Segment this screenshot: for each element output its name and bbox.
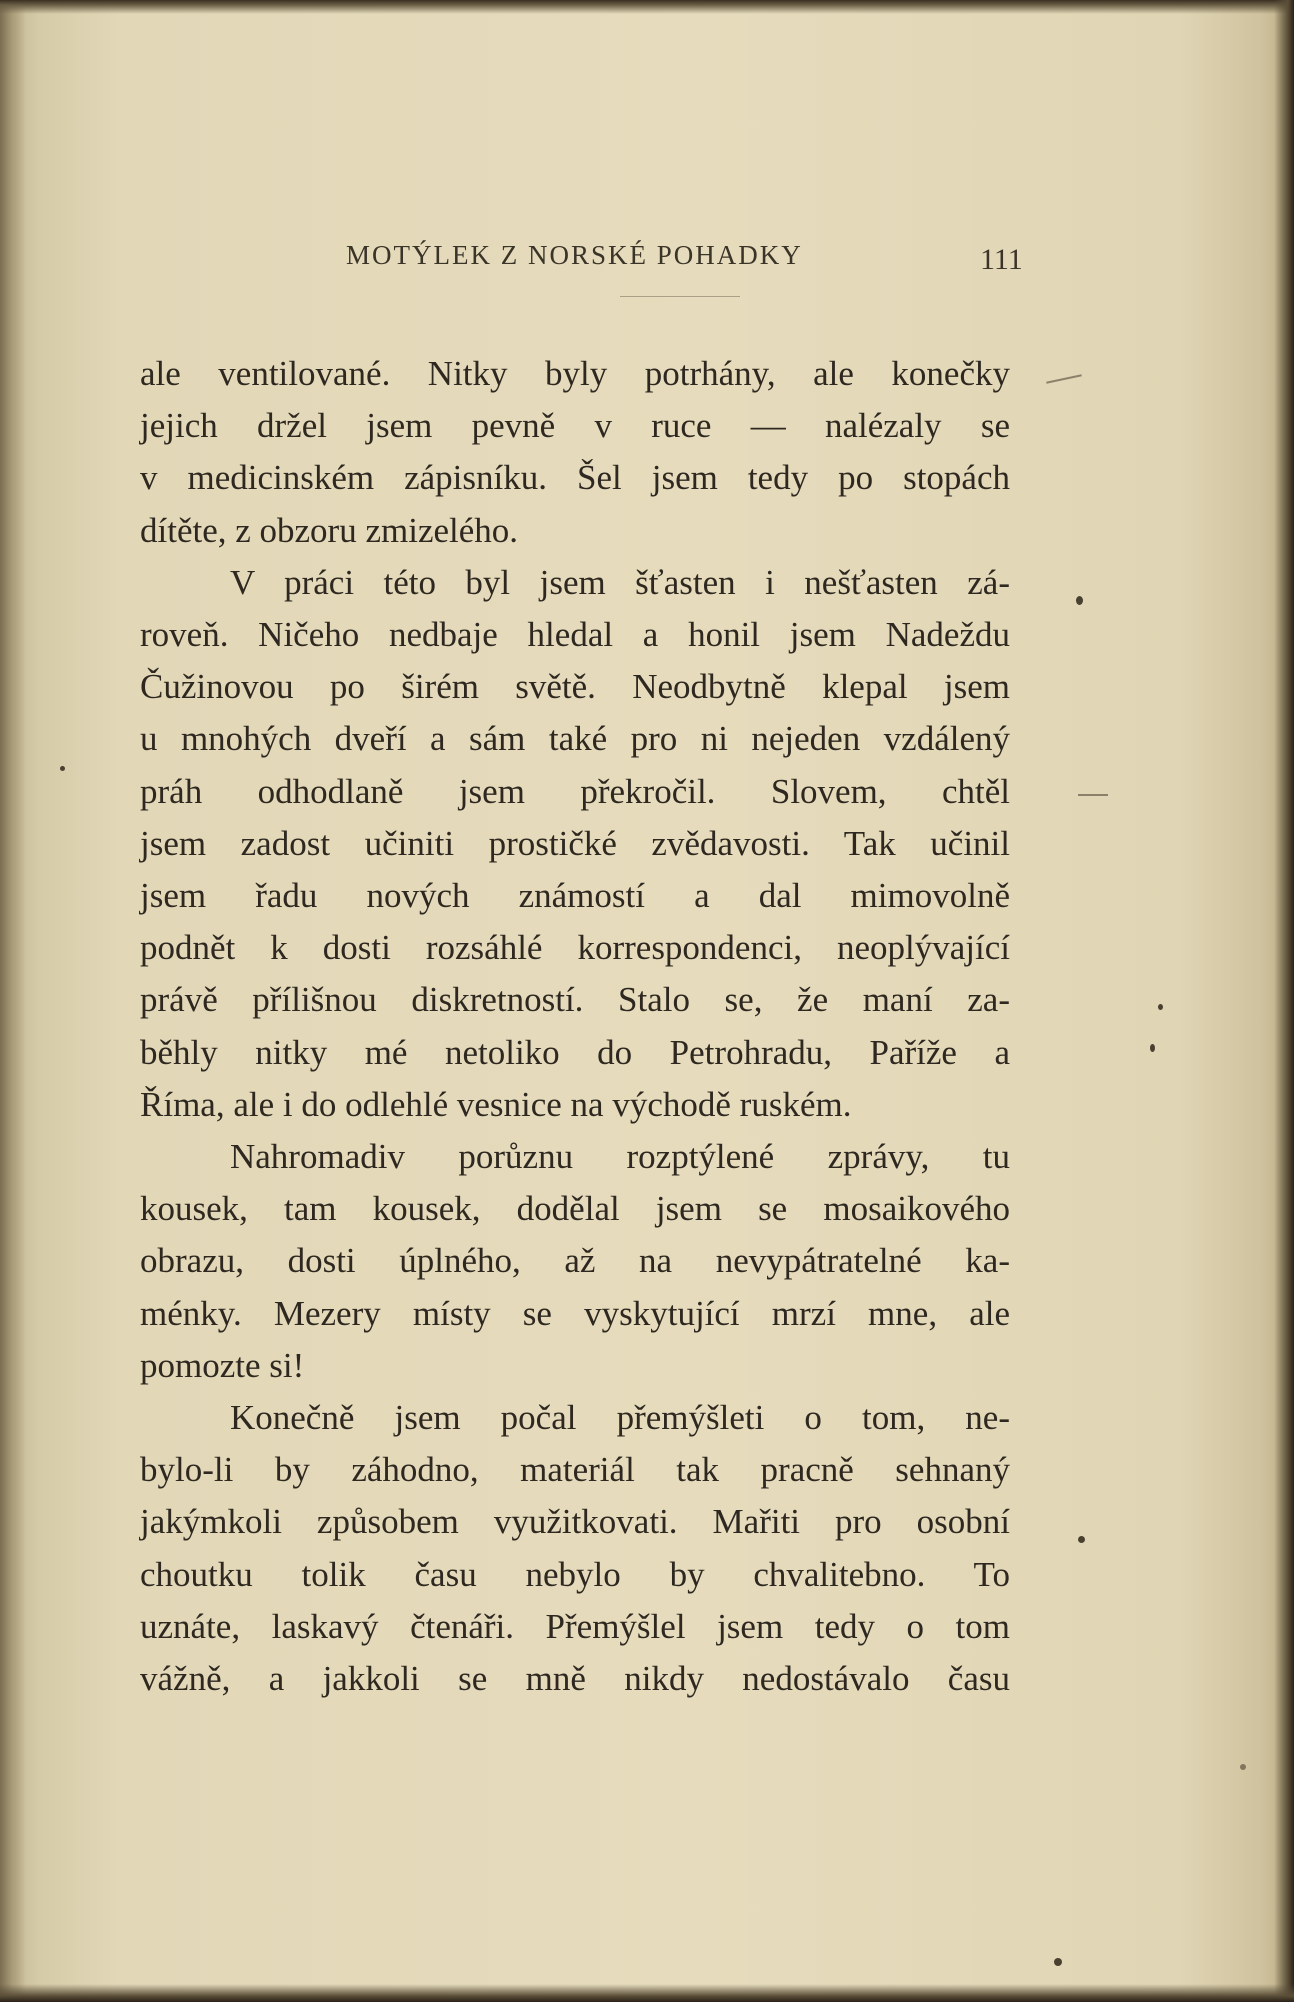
text-line: jakýmkoli způsobem využitkovati. Mařiti pro osobní (140, 1502, 1010, 1542)
text-line: bylo-li by záhodno, materiál tak pracně sehnaný (140, 1450, 1010, 1490)
text-line: pomozte si! (140, 1345, 305, 1385)
text-line: práh odhodlaně jsem překročil. Slovem, chtěl (140, 771, 1010, 811)
running-title: MOTÝLEK Z NORSKÉ POHADKY (346, 240, 803, 270)
header-rule (620, 296, 740, 297)
paper-speck (1240, 1764, 1246, 1770)
margin-mark (1046, 374, 1082, 383)
text-line: kousek, tam kousek, dodělal jsem se mosaikového (140, 1189, 1010, 1229)
page-number: 111 (980, 243, 1023, 276)
text-line: V práci této byl jsem šťasten i nešťasten zá- (230, 562, 1010, 602)
page-right-edge (1274, 0, 1294, 2002)
text-line: podnět k dosti rozsáhlé korrespondenci, neoplývající (140, 928, 1010, 968)
text-line: roveň. Ničeho nedbaje hledal a honil jsem Nadeždu (140, 615, 1010, 655)
page-spine-shadow (0, 0, 26, 2002)
paper-speck (1054, 1958, 1062, 1966)
text-line: běhly nitky mé netoliko do Petrohradu, Paříže a (140, 1032, 1010, 1072)
page-bottom-edge (0, 1984, 1294, 2002)
text-line: dítěte, z obzoru zmizelého. (140, 510, 519, 550)
paper-speck (1078, 1536, 1085, 1543)
text-line: uznáte, laskavý čtenáři. Přemýšlel jsem tedy o tom (140, 1606, 1010, 1646)
text-line: Konečně jsem počal přemýšleti o tom, ne- (230, 1398, 1010, 1438)
paper-speck (1158, 1004, 1163, 1010)
text-line: u mnohých dveří a sám také pro ni nejeden vzdálený (140, 719, 1010, 759)
paper-speck (60, 766, 65, 771)
text-line: vážně, a jakkoli se mně nikdy nedostávalo času (140, 1659, 1010, 1699)
text-line: Nahromadiv porůznu rozptýlené zprávy, tu (230, 1137, 1010, 1177)
text-line: ale ventilované. Nitky byly potrhány, ale konečky (140, 354, 1010, 393)
text-line: právě přílišnou diskretností. Stalo se, že maní za- (140, 980, 1010, 1020)
text-line: ménky. Mezery místy se vyskytující mrzí mne, ale (140, 1293, 1010, 1333)
text-line: Čužinovou po širém světě. Neodbytně klepal jsem (140, 667, 1010, 707)
page-top-edge (0, 0, 1294, 14)
body-text (140, 348, 1010, 1705)
text-line: choutku tolik času nebylo by chvalitebno. To (140, 1554, 1010, 1594)
paper-speck (1150, 1044, 1155, 1052)
text-line: obrazu, dosti úplného, až na nevypátratelné ka- (140, 1241, 1010, 1281)
text-line: Říma, ale i do odlehlé vesnice na východě ruském. (140, 1084, 852, 1124)
text-line: jsem řadu nových známostí a dal mimovolně (140, 876, 1010, 916)
text-line: jejich držel jsem pevně v ruce — nalézaly se (140, 406, 1010, 446)
margin-mark (1078, 794, 1108, 796)
text-line: jsem zadost učiniti prostičké zvědavosti. Tak učinil (140, 823, 1010, 863)
paper-speck (1076, 596, 1083, 605)
text-line: v medicinském zápisníku. Šel jsem tedy po stopách (140, 458, 1010, 498)
